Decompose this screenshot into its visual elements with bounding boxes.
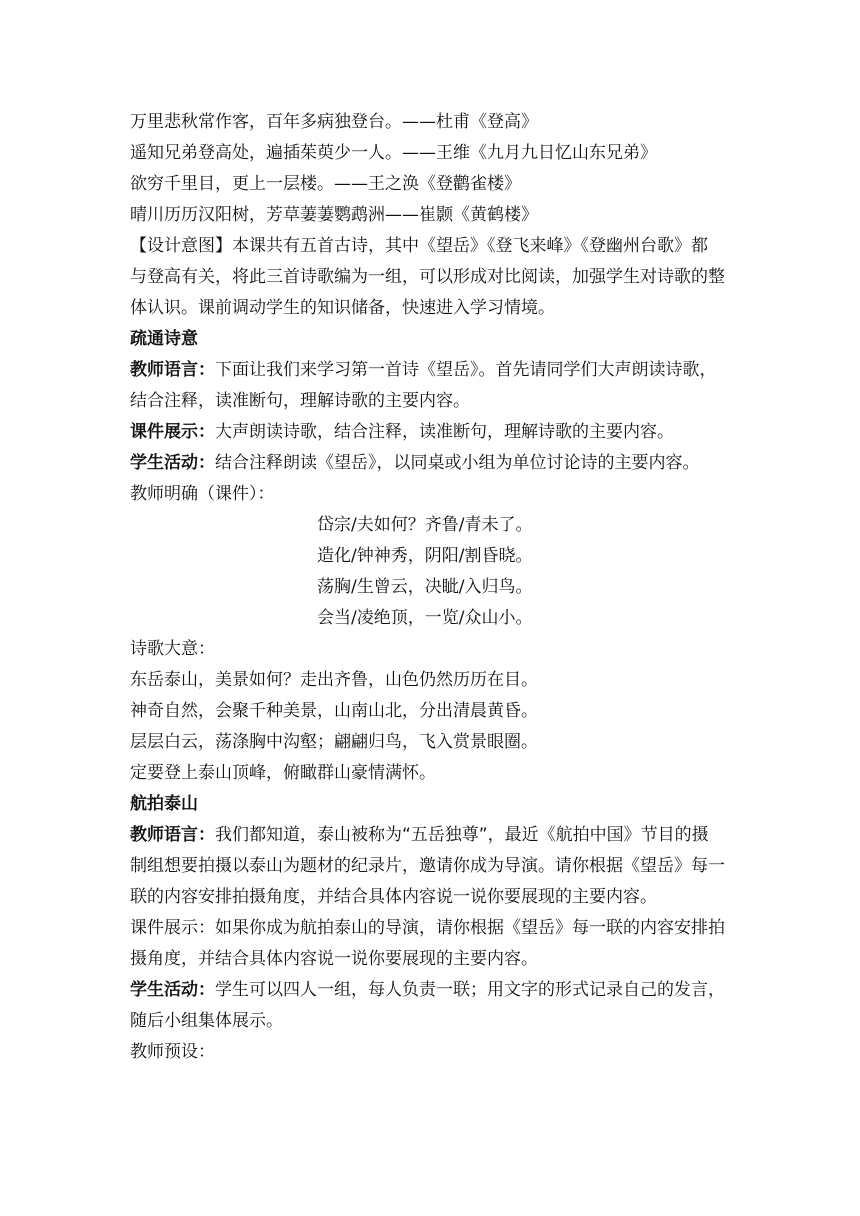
courseware-label: 课件展示： <box>130 422 215 442</box>
paragraph-line: 课件展示：如果你成为航拍泰山的导演，请你根据《望岳》每一联的内容安排拍 <box>130 918 725 938</box>
section-heading: 航拍泰山 <box>130 794 198 814</box>
student-activity-paragraph <box>130 448 740 479</box>
paragraph-line: 制组想要拍摄以泰山为题材的纪录片，邀请你成为导演。请你根据《望岳》每一 <box>130 856 725 876</box>
quote-line: 欲穷千里目，更上一层楼。——王之涣《登鹳雀楼》 <box>130 174 521 194</box>
paragraph-text: 下面让我们来学习第一首诗《望岳》。首先请同学们大声朗读诗歌， <box>215 360 717 380</box>
poem-meaning-label: 诗歌大意： <box>130 639 215 659</box>
paragraph-text: 大声朗读诗歌，结合注释，读准断句，理解诗歌的主要内容。 <box>215 422 674 442</box>
paragraph-text: 学生可以四人一组，每人负责一联；用文字的形式记录自己的发言， <box>215 980 725 1000</box>
paragraph-line: 体认识。课前调动学生的知识储备，快速进入学习情境。 <box>130 298 555 318</box>
paragraph-line: 结合注释，读准断句，理解诗歌的主要内容。 <box>130 391 470 411</box>
paragraph-line: 联的内容安排拍摄角度，并结合具体内容说一说你要展现的主要内容。 <box>130 887 657 907</box>
section-heading: 疏通诗意 <box>130 329 198 349</box>
courseware-paragraph <box>130 417 740 448</box>
student-activity-label: 学生活动： <box>130 980 215 1000</box>
teacher-language-label: 教师语言： <box>130 360 215 380</box>
meaning-line: 层层白云，荡涤胸中沟壑；翩翩归鸟，飞入赏景眼圈。 <box>130 732 538 752</box>
paragraph-line: 【设计意图】本课共有五首古诗，其中《望岳》《登飞来峰》《登幽州台歌》都 <box>130 236 708 256</box>
meaning-line: 神奇自然，会聚千种美景，山南山北，分出清晨黄昏。 <box>130 701 538 721</box>
student-activity-label: 学生活动： <box>130 453 215 473</box>
document-body <box>130 107 740 1068</box>
meaning-line: 定要登上泰山顶峰，俯瞰群山豪情满怀。 <box>130 763 436 783</box>
design-intent-paragraph <box>130 231 740 324</box>
poem-line: 会当/凌绝顶，一览/众山小。 <box>317 608 533 628</box>
paragraph-text: 结合注释朗读《望岳》，以同桌或小组为单位讨论诗的主要内容。 <box>215 453 700 473</box>
paragraph-line: 随后小组集体展示。 <box>130 1011 283 1031</box>
poem-line: 荡胸/生曾云，决眦/入归鸟。 <box>317 577 533 597</box>
quote-line: 晴川历历汉阳树，芳草萋萋鹦鹉洲——崔颢《黄鹤楼》 <box>130 205 538 225</box>
teacher-language-label: 教师语言： <box>130 825 215 845</box>
quote-line: 遥知兄弟登高处，遍插茱萸少一人。——王维《九月九日忆山东兄弟》 <box>130 143 657 163</box>
poem-line: 岱宗/夫如何？齐鲁/青未了。 <box>317 515 533 535</box>
courseware-paragraph <box>130 913 740 975</box>
paragraph-line: 摄角度，并结合具体内容说一说你要展现的主要内容。 <box>130 949 538 969</box>
student-activity-paragraph <box>130 975 740 1037</box>
poem-line: 造化/钟神秀，阴阳/割昏晓。 <box>317 546 533 566</box>
teacher-language-paragraph <box>130 355 740 417</box>
teacher-language-paragraph <box>130 820 740 913</box>
paragraph-text: 我们都知道，泰山被称为“五岳独尊”，最近《航拍中国》节目的摄 <box>215 825 709 845</box>
poem-block <box>130 510 740 634</box>
teacher-clarify-line: 教师明确（课件）： <box>130 484 275 504</box>
paragraph-line: 与登高有关，将此三首诗歌编为一组，可以形成对比阅读，加强学生对诗歌的整 <box>130 267 725 287</box>
meaning-line: 东岳泰山，美景如何？走出齐鲁，山色仍然历历在目。 <box>130 670 538 690</box>
teacher-preset-line: 教师预设： <box>130 1042 215 1062</box>
quote-line: 万里悲秋常作客，百年多病独登台。——杜甫《登高》 <box>130 112 538 132</box>
